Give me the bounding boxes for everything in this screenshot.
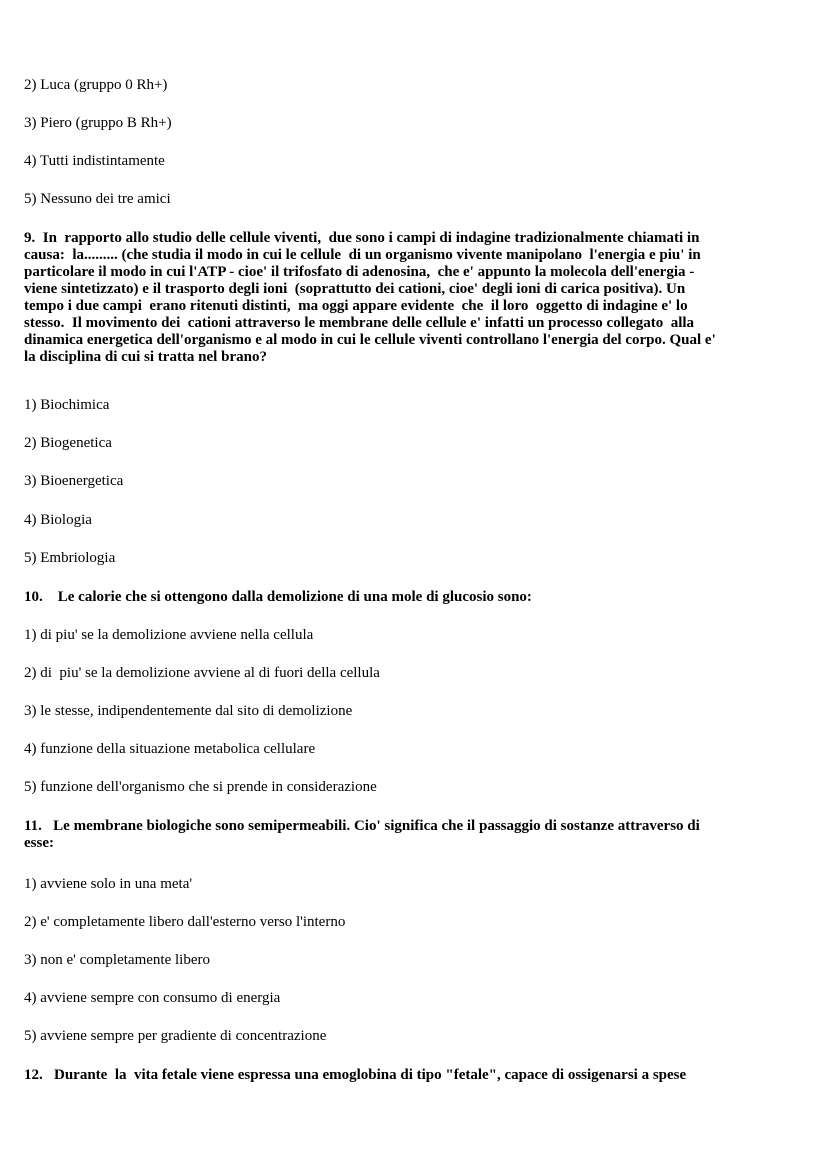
- answer-option: 2) e' completamente libero dall'esterno verso l'interno: [24, 914, 346, 930]
- question-10-text: 10. Le calorie che si ottengono dalla demolizione di una mole di glucosio sono:: [24, 589, 532, 605]
- answer-option: 4) Tutti indistintamente: [24, 153, 165, 169]
- answer-option: 2) Biogenetica: [24, 435, 112, 451]
- question-line: 11. Le membrane biologiche sono semipermeabili. Cio' significa che il passaggio di sostanze attraverso di: [24, 818, 700, 834]
- question-9-text: [24, 230, 716, 366]
- question-11-text: [24, 818, 700, 852]
- question-line: particolare il modo in cui l'ATP - cioe' il trifosfato di adenosina, che e' appunto la molecola dell'energia -: [24, 264, 695, 280]
- answer-option: 4) Biologia: [24, 512, 92, 528]
- question-line: 9. In rapporto allo studio delle cellule viventi, due sono i campi di indagine tradizionalmente chiamati in: [24, 230, 700, 246]
- answer-option: 4) avviene sempre con consumo di energia: [24, 990, 281, 1006]
- question-line: stesso. Il movimento dei cationi attraverso le membrane delle cellule e' infatti un processo collegato alla: [24, 315, 695, 331]
- answer-option: 3) Piero (gruppo B Rh+): [24, 115, 172, 131]
- answer-option: 1) avviene solo in una meta': [24, 876, 193, 892]
- answer-option: 3) non e' completamente libero: [24, 952, 210, 968]
- answer-option: 3) le stesse, indipendentemente dal sito di demolizione: [24, 703, 353, 719]
- answer-option: 2) Luca (gruppo 0 Rh+): [24, 77, 168, 93]
- answer-option: 4) funzione della situazione metabolica cellulare: [24, 741, 316, 757]
- question-line: dinamica energetica dell'organismo e al modo in cui le cellule viventi controllano l'energia del corpo. Qual e': [24, 332, 716, 348]
- question-line: tempo i due campi erano ritenuti distinti, ma oggi appare evidente che il loro oggetto di indagine e' lo: [24, 298, 688, 314]
- question-12-text: 12. Durante la vita fetale viene espressa una emoglobina di tipo "fetale", capace di ossigenarsi a spese: [24, 1067, 687, 1083]
- answer-option: 5) funzione dell'organismo che si prende in considerazione: [24, 779, 377, 795]
- answer-option: 1) di piu' se la demolizione avviene nella cellula: [24, 627, 314, 643]
- answer-option: 5) avviene sempre per gradiente di concentrazione: [24, 1028, 327, 1044]
- answer-option: 2) di piu' se la demolizione avviene al di fuori della cellula: [24, 665, 380, 681]
- question-line: viene sintetizzato) e il trasporto degli ioni (soprattutto dei cationi, cioe' degli ioni di carica positiva). Un: [24, 281, 686, 297]
- question-line: esse:: [24, 835, 54, 851]
- answer-option: 5) Embriologia: [24, 550, 116, 566]
- question-line: causa: la......... (che studia il modo in cui le cellule di un organismo vivente manipolano l'energia e piu' in: [24, 247, 701, 263]
- answer-option: 5) Nessuno dei tre amici: [24, 191, 171, 207]
- question-line: la disciplina di cui si tratta nel brano?: [24, 349, 267, 365]
- answer-option: 1) Biochimica: [24, 397, 110, 413]
- answer-option: 3) Bioenergetica: [24, 473, 124, 489]
